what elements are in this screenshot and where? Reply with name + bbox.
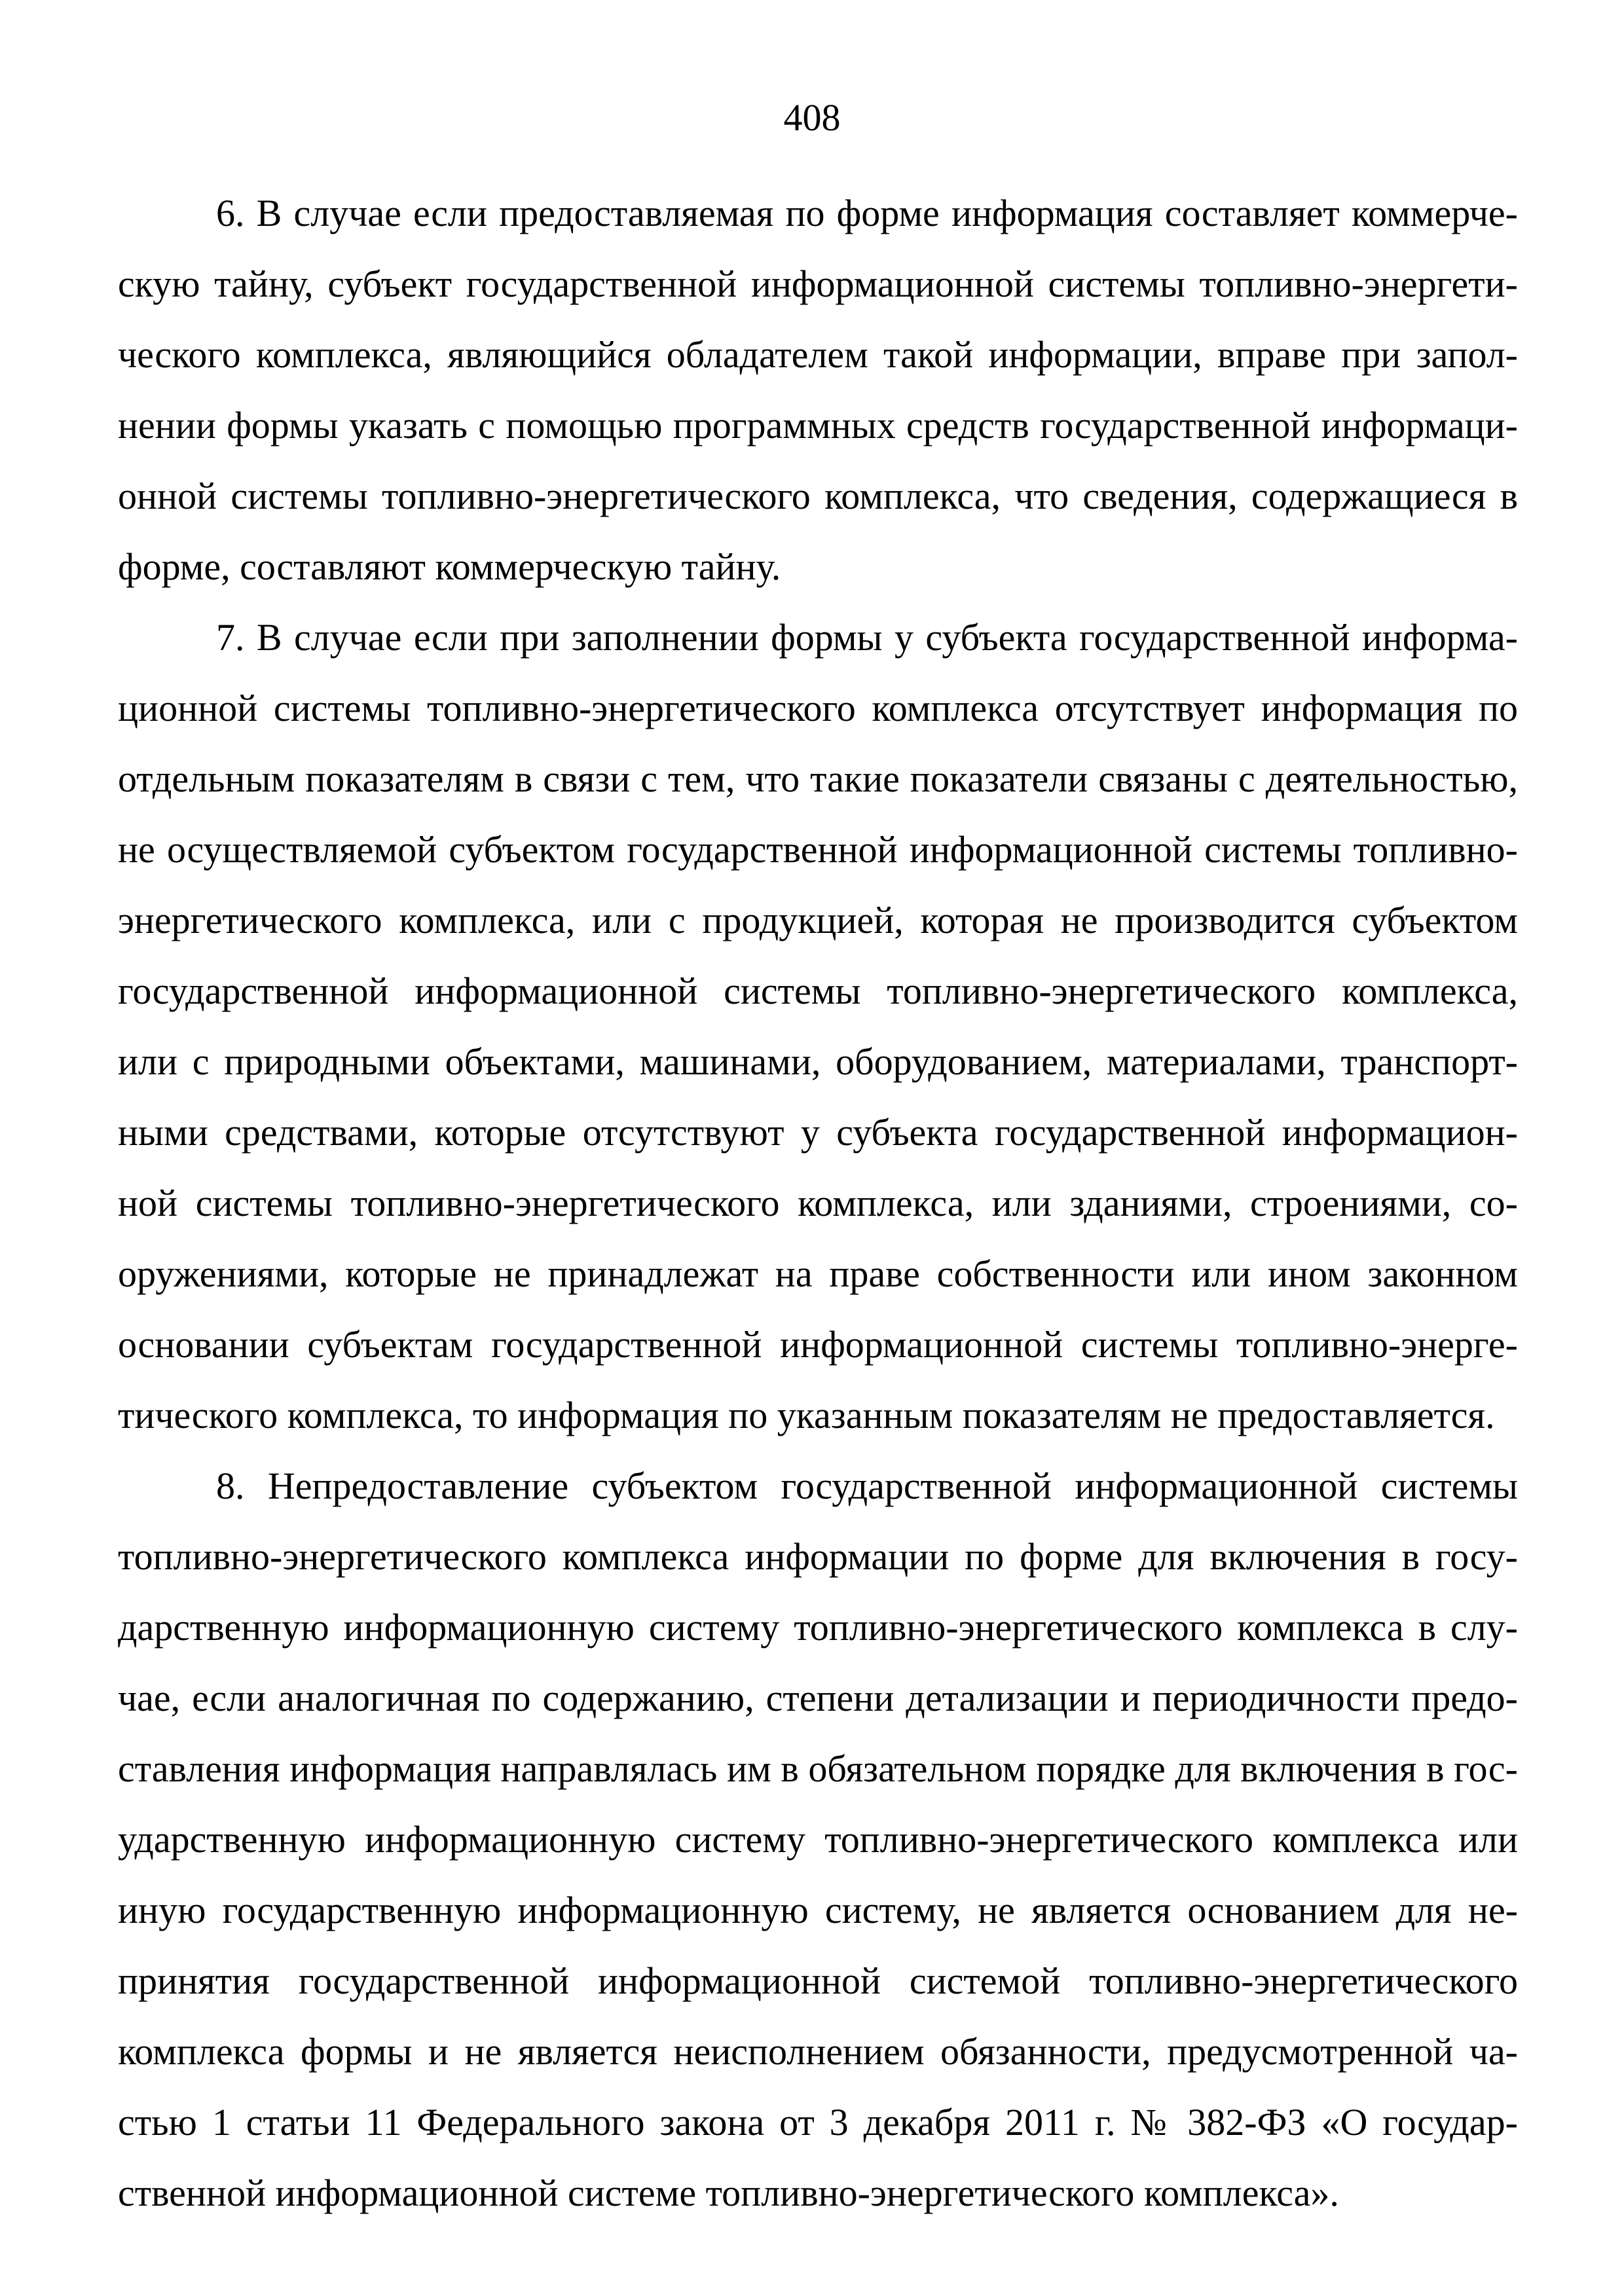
text-line: 6. В случае если предоставляемая по форме информация составляет коммерче- xyxy=(216,192,1518,234)
text-line: комплекса формы и не является неисполнением обязанности, предусмотренной ча- xyxy=(118,2030,1518,2073)
text-line: ставления информация направлялась им в обязательном порядке для включения в гос- xyxy=(118,1747,1518,1790)
text-line: ческого комплекса, являющийся обладателем такой информации, вправе при запол- xyxy=(118,333,1518,376)
text-line: принятия государственной информационной системой топливно-энергетического xyxy=(118,1959,1518,2002)
text-line: ударственную информационную систему топливно-энергетического комплекса или xyxy=(118,1818,1518,1861)
text-line: энергетического комплекса, или с продукцией, которая не производится субъектом xyxy=(118,899,1518,941)
text-line: иную государственную информационную систему, не является основанием для не- xyxy=(118,1889,1518,1931)
text-line: ственной информационной системе топливно-энергетического комплекса». xyxy=(118,2172,1339,2214)
text-line: стью 1 статьи 11 Федерального закона от 3 декабря 2011 г. № 382-ФЗ «О государ- xyxy=(118,2101,1518,2143)
paragraph-6 xyxy=(118,178,1518,602)
text-line: онной системы топливно-энергетического комплекса, что сведения, содержащиеся в xyxy=(118,475,1518,517)
text-line: основании субъектам государственной информационной системы топливно-энерге- xyxy=(118,1323,1518,1366)
paragraph-7 xyxy=(118,602,1518,1451)
text-line: тического комплекса, то информация по указанным показателям не предоставляется. xyxy=(118,1394,1495,1436)
text-line: ционной системы топливно-энергетического комплекса отсутствует информация по xyxy=(118,687,1518,729)
text-line: оружениями, которые не принадлежат на праве собственности или ином законном xyxy=(118,1252,1518,1295)
paragraph-8 xyxy=(118,1451,1518,2229)
text-line: скую тайну, субъект государственной информационной системы топливно-энергети- xyxy=(118,263,1518,305)
text-line: или с природными объектами, машинами, оборудованием, материалами, транспорт- xyxy=(118,1040,1518,1083)
text-line: форме, составляют коммерческую тайну. xyxy=(118,545,781,588)
document-body xyxy=(118,178,1518,2229)
text-line: дарственную информационную систему топливно-энергетического комплекса в слу- xyxy=(118,1606,1518,1649)
text-line: отдельным показателям в связи с тем, что такие показатели связаны с деятельностью, xyxy=(118,757,1518,800)
text-line: государственной информационной системы топливно-энергетического комплекса, xyxy=(118,970,1518,1012)
text-line: не осуществляемой субъектом государственной информационной системы топливно- xyxy=(118,828,1518,871)
text-line: нении формы указать с помощью программных средств государственной информаци- xyxy=(118,404,1518,446)
text-line: ной системы топливно-энергетического комплекса, или зданиями, строениями, со- xyxy=(118,1182,1518,1224)
text-line: ными средствами, которые отсутствуют у субъекта государственной информацион- xyxy=(118,1111,1518,1154)
text-line: топливно-энергетического комплекса информации по форме для включения в госу- xyxy=(118,1535,1518,1578)
text-line: 8. Непредоставление субъектом государственной информационной системы xyxy=(216,1465,1518,1507)
text-line: 7. В случае если при заполнении формы у субъекта государственной информа- xyxy=(216,616,1518,659)
page-number: 408 xyxy=(783,96,841,139)
text-line: чае, если аналогичная по содержанию, степени детализации и периодичности предо- xyxy=(118,1677,1518,1719)
